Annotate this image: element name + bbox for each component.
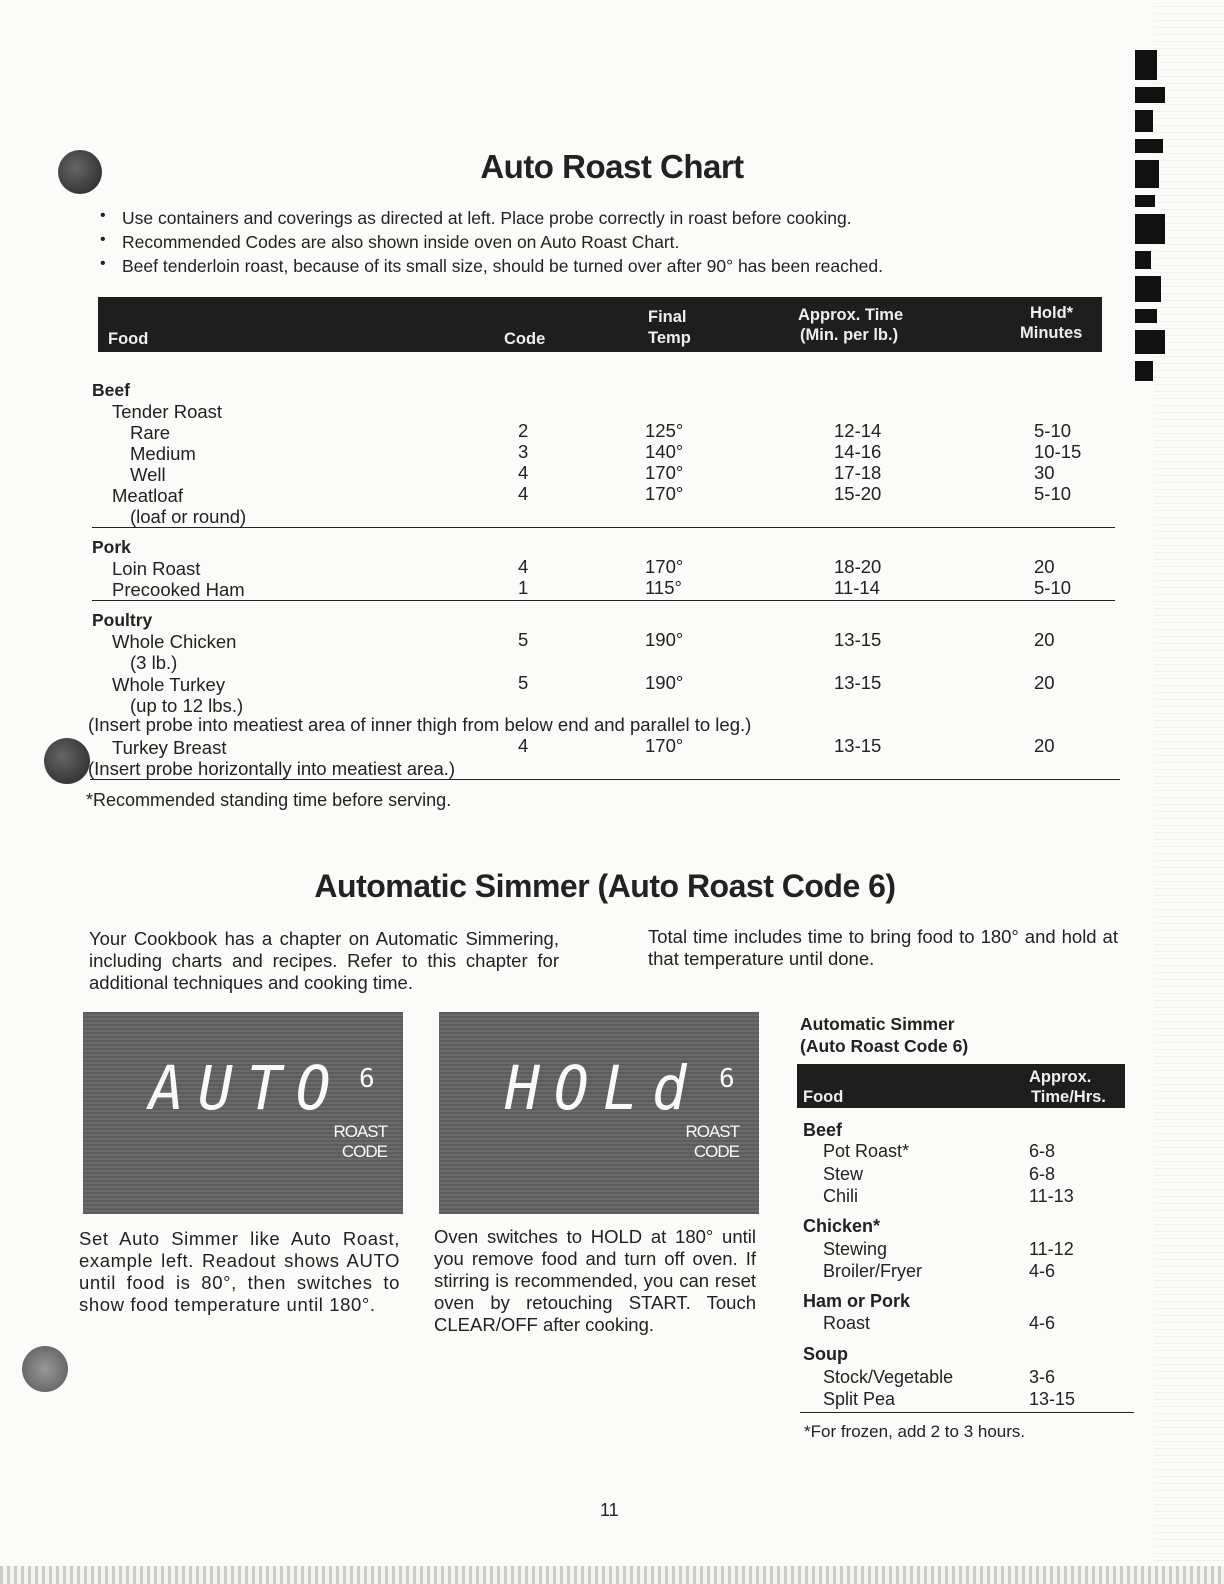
oven-display-hold [439,1012,759,1214]
roast-code-label [667,1122,739,1162]
roast-section-rule [92,600,1115,601]
simmer-intro-left: Your Cookbook has a chapter on Automatic Simmering, including charts and recipes. Refer to this chapter for additional techniques and cooking time. [89,928,559,993]
roast-row-code: 4 [518,735,529,756]
roast-row-food: Whole Chicken [112,631,237,652]
simmer-row-time: 6-8 [1029,1164,1056,1184]
roast-row-hold: 5-10 [1034,577,1072,598]
roast-row-code: 4 [518,462,529,483]
simmer-header-time-line2: Time/Hrs. [1031,1088,1106,1106]
simmer-row-food: Ham or Pork [803,1291,911,1311]
roast-section-rule [90,779,1120,780]
header-time-line2: (Min. per lb.) [800,326,899,344]
simmer-row-food: Broiler/Fryer [823,1261,923,1281]
roast-row-food: Pork [92,537,131,557]
simmer-row-food: Beef [803,1120,843,1140]
simmer-row-food: Stew [823,1164,864,1184]
header-temp-line1: Final [648,308,687,326]
simmer-row-food: Chili [823,1186,859,1206]
roast-row-food: Medium [130,443,196,464]
roast-row-food: Loin Roast [112,558,201,579]
roast-row-hold: 20 [1034,629,1055,650]
simmer-row-time: 11-12 [1029,1239,1074,1259]
simmer-row-food: Soup [803,1344,848,1364]
roast-row-temp: 170° [645,483,684,504]
roast-row-food: (loaf or round) [130,506,247,527]
simmer-table-title [800,1013,968,1057]
header-time-line1: Approx. Time [798,306,904,324]
roast-row-hold: 10-15 [1034,441,1082,462]
roast-label: ROAST [333,1122,387,1141]
roast-row-food: Precooked Ham [112,579,245,600]
roast-row-time: 13-15 [834,735,882,756]
display-caption-right: Oven switches to HOLD at 180° until you remove food and turn off oven. If stirring is recommended, you can reset oven by retouching START. Touch CLEAR/OFF after cooking. [434,1226,756,1335]
code-label: CODE [693,1142,739,1161]
roast-row-food: Well [130,464,166,485]
simmer-intro-right: Total time includes time to bring food to 180° and hold at that temperature until done. [648,926,1118,969]
simmer-row-food: Stock/Vegetable [823,1367,954,1387]
bullet-item: • Recommended Codes are also shown inside oven on Auto Roast Chart. [100,232,1100,256]
simmer-table-title-line2: (Auto Roast Code 6) [800,1036,969,1056]
binder-hole-bottom [22,1346,68,1392]
roast-row-code: 5 [518,672,529,693]
roast-footnote: *Recommended standing time before serving. [86,790,452,810]
page-number: 11 [600,1500,619,1520]
roast-row-hold: 20 [1034,735,1055,756]
roast-row-temp: 115° [645,577,682,598]
roast-row-food: Beef [92,380,130,400]
roast-row-temp: 190° [645,672,684,693]
simmer-header-food: Food [803,1088,844,1106]
roast-row-hold: 5-10 [1034,483,1072,504]
roast-row-code: 5 [518,629,529,650]
simmer-row-food: Stewing [823,1239,888,1259]
roast-row-time: 12-14 [834,420,882,441]
page-bottom-edge [0,1566,1224,1584]
header-temp-line2: Temp [648,329,691,347]
roast-row-time: 17-18 [834,462,882,483]
roast-row-food: (Insert probe horizontally into meatiest area.) [88,758,456,779]
simmer-title: Automatic Simmer (Auto Roast Code 6) [314,868,896,904]
roast-row-code: 4 [518,483,529,504]
roast-row-code: 3 [518,441,529,462]
roast-row-food: (3 lb.) [130,652,178,673]
bullet-item: • Beef tenderloin roast, because of its small size, should be turned over after 90° has been reached. [100,256,1100,280]
bullet-item: • Use containers and coverings as directed at left. Place probe correctly in roast before cooking. [100,208,1100,232]
roast-row-food: (up to 12 lbs.) [130,695,244,716]
roast-row-food: Rare [130,422,171,443]
roast-row-temp: 170° [645,462,684,483]
simmer-header-time-line1: Approx. [1029,1068,1092,1086]
roast-row-time: 14-16 [834,441,882,462]
simmer-table-header [797,1064,1125,1108]
oven-display-auto [83,1012,403,1214]
header-hold-line1: Hold* [1030,304,1074,322]
roast-row-time: 13-15 [834,629,882,650]
simmer-row-time: 3-6 [1029,1367,1056,1387]
binder-hole-top [58,150,102,194]
side-tab-marker [1135,50,1165,430]
roast-row-food: Tender Roast [112,401,223,422]
header-food: Food [108,330,149,348]
roast-row-temp: 125° [645,420,684,441]
simmer-table-rule [800,1412,1134,1413]
roast-row-code: 1 [518,577,529,598]
roast-row-temp: 170° [645,735,684,756]
simmer-row-food: Pot Roast* [823,1141,910,1161]
simmer-row-time: 13-15 [1029,1389,1076,1409]
display-readout: HOLd [505,1052,701,1124]
roast-row-time: 18-20 [834,556,882,577]
roast-section-rule [92,527,1115,528]
roast-row-food: Poultry [92,610,153,630]
roast-row-hold: 5-10 [1034,420,1072,441]
roast-row-food: (Insert probe into meatiest area of inner thigh from below end and parallel to leg.) [88,714,752,735]
simmer-footnote: *For frozen, add 2 to 3 hours. [804,1422,1026,1441]
roast-row-food: Turkey Breast [112,737,227,758]
roast-row-code: 4 [518,556,529,577]
simmer-table-title-line1: Automatic Simmer [800,1014,955,1034]
roast-row-code: 2 [518,420,529,441]
roast-row-hold: 30 [1034,462,1055,483]
roast-row-temp: 170° [645,556,684,577]
display-readout: AUTO [149,1052,345,1124]
header-code: Code [504,330,546,348]
simmer-row-time: 4-6 [1029,1313,1056,1333]
simmer-row-time: 6-8 [1029,1141,1056,1161]
roast-chart-title: Auto Roast Chart [480,148,744,185]
roast-row-food: Meatloaf [112,485,183,506]
roast-row-time: 13-15 [834,672,882,693]
display-caption-left: Set Auto Simmer like Auto Roast, example left. Readout shows AUTO until food is 80°, then switches to show food temperature until 180°. [79,1228,400,1315]
roast-row-temp: 190° [645,629,684,650]
binder-hole-middle [44,738,90,784]
header-hold-line2: Minutes [1020,324,1083,342]
simmer-row-food: Roast [823,1313,871,1333]
roast-row-temp: 140° [645,441,684,462]
simmer-row-food: Split Pea [823,1389,896,1409]
display-code-number: 6 [719,1064,735,1094]
roast-row-time: 15-20 [834,483,882,504]
simmer-row-food: Chicken* [803,1216,881,1236]
roast-bullets [100,208,1100,280]
roast-row-hold: 20 [1034,672,1055,693]
roast-row-food: Whole Turkey [112,674,226,695]
display-code-number: 6 [359,1064,375,1094]
simmer-row-time: 4-6 [1029,1261,1056,1281]
roast-row-time: 11-14 [834,577,880,598]
roast-label: ROAST [685,1122,739,1141]
simmer-row-time: 11-13 [1029,1186,1074,1206]
roast-table-header [98,297,1102,352]
code-label: CODE [341,1142,387,1161]
roast-code-label [315,1122,387,1162]
roast-row-hold: 20 [1034,556,1055,577]
